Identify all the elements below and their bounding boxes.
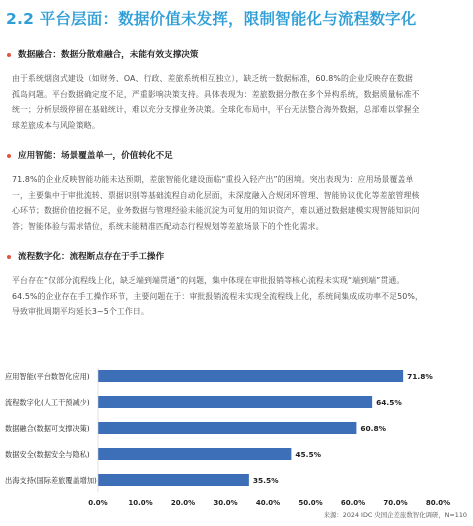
- body-line: 由于系统烟囱式建设（如财务、OA、行政、差旅系统相互独立），缺乏统一数据标准，60.8%的企业反映存在数据: [12, 74, 413, 83]
- x-tick-label: 40.0%: [255, 499, 281, 507]
- bar: [98, 474, 249, 486]
- body-line: 导致审批周期平均延长3~5个工作日。: [12, 307, 149, 317]
- page-title: 2.2 平台层面：数据价值未发挥，限制智能化与流程数字化: [6, 10, 417, 28]
- bullet-dot-icon: [7, 255, 11, 259]
- x-tick-label: 0.0%: [88, 499, 108, 507]
- x-tick-label: 60.0%: [340, 499, 366, 507]
- category-label: 出海支持(国际差旅覆盖增加): [5, 476, 97, 485]
- x-tick-label: 80.0%: [425, 499, 451, 507]
- body-line: 平台存在“仅部分流程线上化，缺乏端到端贯通”的问题，集中体现在审批报销等核心流程未实现“端到端”贯通。: [12, 276, 405, 285]
- body-line: 71.8%的企业反映智能功能未达预期，差旅智能化建设面临“重投入轻产出”的困境。突出表现为：应用场景覆盖单: [12, 175, 414, 184]
- section-heading: [6, 49, 468, 61]
- section-body: [6, 71, 468, 133]
- section-body: [6, 172, 468, 234]
- body-line: 孤岛问题。平台数据确定度不足，严重影响决策支持。具体表现为：差旅数据分散在多个异构系统，数据质量标准不: [12, 89, 420, 99]
- source-note: 来源：2024 IDC 央国企差旅数智化调研，N=110: [323, 511, 467, 519]
- body-line: 64.5%的企业存在手工操作环节，主要问题在于：审批报销流程未实现全流程线上化，系统间集成成功率不足50%，: [12, 291, 423, 301]
- category-label: 数据融合(数据可支撑决策): [5, 424, 90, 433]
- body-line: 心环节；数据价值挖掘不足，业务数据与管理经验未能沉淀为可复用的知识资产，难以通过数据建模实现智能知识问: [12, 206, 420, 216]
- section-heading-text: 应用智能：场景覆盖单一，价值转化不足: [18, 151, 173, 161]
- section-heading: [6, 150, 468, 162]
- x-tick-label: 50.0%: [298, 499, 323, 507]
- x-tick-label: 10.0%: [128, 499, 153, 507]
- x-tick-label: 20.0%: [170, 499, 196, 507]
- bar-chart: [0, 360, 473, 526]
- bullet-dot-icon: [7, 154, 11, 158]
- bar: [98, 422, 356, 434]
- bar-chart-svg: [0, 360, 473, 510]
- body-line: 统一；分析层级停留在基础统计，难以充分支撑业务决策。全球化布局中，平台无法整合海外数据，总部难以掌握全: [12, 105, 420, 115]
- category-label: 数据安全(数据安全与隐私): [5, 450, 90, 459]
- section-process-digitization: [6, 251, 468, 320]
- section-app-intelligence: [6, 150, 468, 234]
- x-tick-label: 70.0%: [383, 499, 408, 507]
- section-heading-text: 流程数字化：流程断点存在于手工操作: [18, 252, 165, 262]
- body-line: 答；智能体验与需求错位，系统未能精准匹配动态行程规划等差旅场景下的个性化需求。: [12, 221, 324, 231]
- section-body: [6, 273, 468, 320]
- x-tick-label: 30.0%: [213, 499, 238, 507]
- bar: [98, 370, 403, 382]
- data-label: 71.8%: [407, 372, 433, 381]
- bar: [98, 448, 291, 460]
- data-label: 60.8%: [360, 424, 387, 433]
- data-label: 64.5%: [376, 398, 402, 407]
- section-heading-text: 数据融合：数据分散难融合，未能有效支撑决策: [18, 50, 199, 60]
- body-line: 球差旅成本与风险策略。: [12, 120, 100, 130]
- data-label: 35.5%: [252, 476, 279, 485]
- category-label: 流程数字化(人工干预减少): [5, 398, 90, 407]
- section-data-fusion: [6, 49, 468, 133]
- data-label: 45.5%: [295, 450, 322, 459]
- bullet-dot-icon: [7, 53, 11, 57]
- category-label: 应用智能(平台数智化应用): [5, 372, 90, 381]
- body-line: 一，主要集中于审批流转、票据识别等基础流程自动化层面，未深度融入合规闭环管理、智能协议优化等差旅管理核: [12, 190, 420, 200]
- section-heading: [6, 251, 468, 263]
- bar: [98, 396, 372, 408]
